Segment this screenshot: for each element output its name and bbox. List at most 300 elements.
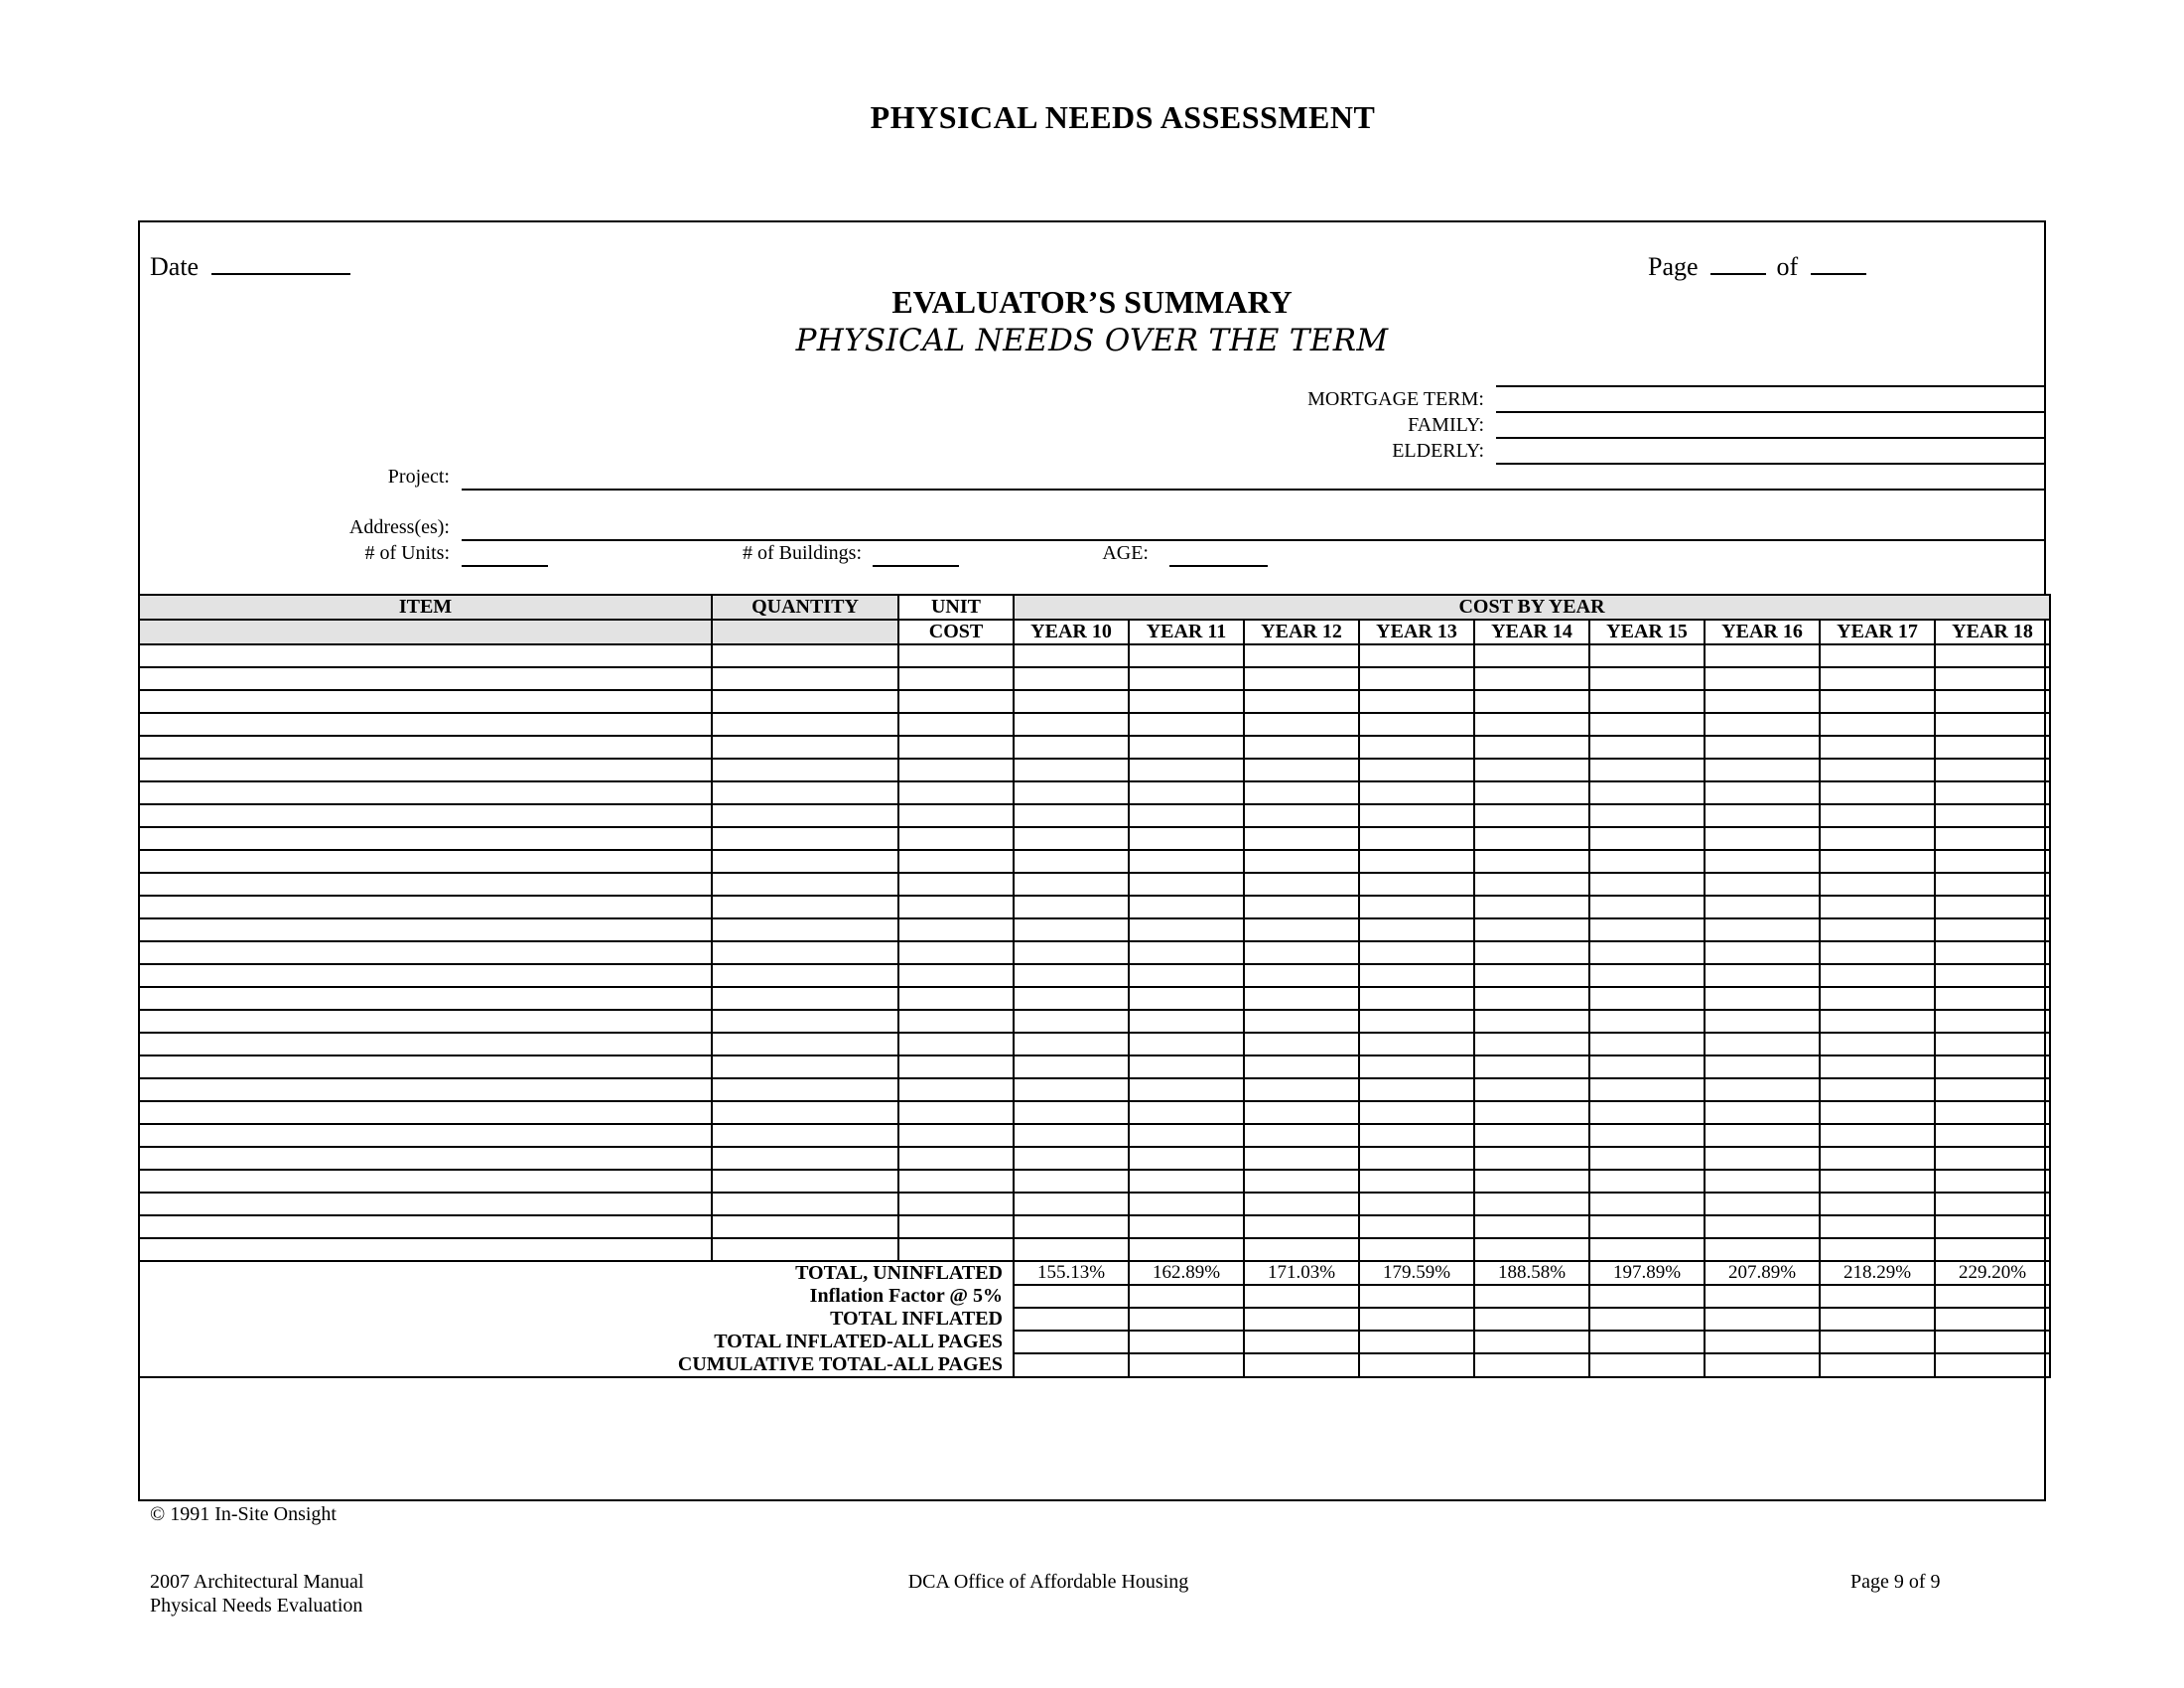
table-cell[interactable] (1935, 964, 2050, 987)
table-cell[interactable] (1935, 1215, 2050, 1238)
table-cell[interactable] (898, 873, 1014, 896)
table-cell[interactable] (898, 964, 1014, 987)
totals-cell[interactable] (1935, 1285, 2050, 1308)
table-cell[interactable] (898, 781, 1014, 804)
table-cell[interactable] (139, 896, 712, 918)
table-cell[interactable] (898, 667, 1014, 690)
table-cell[interactable] (898, 804, 1014, 827)
table-cell[interactable] (1589, 804, 1705, 827)
table-cell[interactable] (139, 1238, 712, 1261)
table-cell[interactable] (898, 1170, 1014, 1193)
table-cell[interactable] (1705, 896, 1820, 918)
family-line[interactable] (1496, 437, 2046, 439)
table-cell[interactable] (139, 759, 712, 781)
table-cell[interactable] (1589, 690, 1705, 713)
table-cell[interactable] (139, 941, 712, 964)
table-cell[interactable] (1589, 1147, 1705, 1170)
table-cell[interactable] (139, 713, 712, 736)
table-cell[interactable] (1244, 1170, 1359, 1193)
table-cell[interactable] (1014, 827, 1129, 850)
table-cell[interactable] (1359, 667, 1474, 690)
table-cell[interactable] (1359, 850, 1474, 873)
table-cell[interactable] (712, 1238, 898, 1261)
table-cell[interactable] (1935, 1193, 2050, 1215)
table-cell[interactable] (1359, 1010, 1474, 1033)
table-cell[interactable] (1705, 1055, 1820, 1078)
page-number-blank[interactable] (1710, 272, 1766, 275)
table-cell[interactable] (898, 1147, 1014, 1170)
table-cell[interactable] (1244, 1147, 1359, 1170)
table-cell[interactable] (712, 1101, 898, 1124)
table-cell[interactable] (1244, 850, 1359, 873)
table-cell[interactable] (1589, 1010, 1705, 1033)
table-cell[interactable] (1474, 1215, 1589, 1238)
table-cell[interactable] (1820, 1238, 1935, 1261)
table-cell[interactable] (1474, 1238, 1589, 1261)
table-cell[interactable] (1705, 918, 1820, 941)
table-cell[interactable] (1244, 804, 1359, 827)
table-cell[interactable] (1820, 781, 1935, 804)
table-cell[interactable] (1244, 1078, 1359, 1101)
table-cell[interactable] (1244, 873, 1359, 896)
table-cell[interactable] (1935, 804, 2050, 827)
table-cell[interactable] (1935, 941, 2050, 964)
totals-cell[interactable] (1014, 1308, 1129, 1331)
table-cell[interactable] (1129, 644, 1244, 667)
table-cell[interactable] (1589, 1193, 1705, 1215)
table-cell[interactable] (898, 941, 1014, 964)
table-cell[interactable] (1705, 804, 1820, 827)
date-blank[interactable] (211, 272, 350, 275)
table-cell[interactable] (1359, 1147, 1474, 1170)
totals-cell[interactable] (1589, 1308, 1705, 1331)
table-cell[interactable] (1129, 804, 1244, 827)
table-cell[interactable] (1359, 873, 1474, 896)
table-cell[interactable] (1359, 1055, 1474, 1078)
totals-cell[interactable] (1244, 1331, 1359, 1353)
table-cell[interactable] (1014, 964, 1129, 987)
table-cell[interactable] (1474, 1078, 1589, 1101)
table-cell[interactable] (1820, 1055, 1935, 1078)
table-cell[interactable] (1244, 1010, 1359, 1033)
units-line[interactable] (462, 565, 548, 567)
table-cell[interactable] (898, 1033, 1014, 1055)
totals-cell[interactable] (1705, 1308, 1820, 1331)
table-cell[interactable] (712, 690, 898, 713)
table-cell[interactable] (1935, 1033, 2050, 1055)
table-cell[interactable] (1589, 918, 1705, 941)
totals-cell[interactable] (1705, 1285, 1820, 1308)
table-cell[interactable] (712, 941, 898, 964)
table-cell[interactable] (1014, 667, 1129, 690)
table-cell[interactable] (1935, 1055, 2050, 1078)
table-cell[interactable] (1705, 987, 1820, 1010)
table-cell[interactable] (898, 1055, 1014, 1078)
age-line[interactable] (1169, 565, 1268, 567)
table-cell[interactable] (1705, 1124, 1820, 1147)
table-cell[interactable] (1359, 987, 1474, 1010)
table-cell[interactable] (1129, 759, 1244, 781)
table-cell[interactable] (1359, 1215, 1474, 1238)
table-cell[interactable] (1705, 736, 1820, 759)
table-cell[interactable] (1820, 1124, 1935, 1147)
table-cell[interactable] (1820, 1147, 1935, 1170)
table-cell[interactable] (1705, 644, 1820, 667)
table-cell[interactable] (139, 1193, 712, 1215)
table-cell[interactable] (1935, 644, 2050, 667)
table-cell[interactable] (139, 1170, 712, 1193)
table-cell[interactable] (1129, 1215, 1244, 1238)
table-cell[interactable] (1244, 1101, 1359, 1124)
table-cell[interactable] (139, 690, 712, 713)
table-cell[interactable] (1935, 667, 2050, 690)
totals-cell[interactable] (1820, 1331, 1935, 1353)
table-cell[interactable] (139, 736, 712, 759)
table-cell[interactable] (1589, 896, 1705, 918)
table-cell[interactable] (1589, 1170, 1705, 1193)
table-cell[interactable] (1129, 1078, 1244, 1101)
table-cell[interactable] (1014, 896, 1129, 918)
table-cell[interactable] (139, 964, 712, 987)
table-cell[interactable] (1129, 918, 1244, 941)
table-cell[interactable] (1359, 896, 1474, 918)
table-cell[interactable] (1705, 759, 1820, 781)
table-cell[interactable] (1014, 736, 1129, 759)
table-cell[interactable] (1935, 736, 2050, 759)
table-cell[interactable] (1244, 1193, 1359, 1215)
table-cell[interactable] (1705, 964, 1820, 987)
table-cell[interactable] (1474, 1170, 1589, 1193)
table-cell[interactable] (1014, 987, 1129, 1010)
table-cell[interactable] (1589, 1124, 1705, 1147)
table-cell[interactable] (712, 987, 898, 1010)
table-cell[interactable] (1589, 873, 1705, 896)
totals-cell[interactable] (1359, 1308, 1474, 1331)
table-cell[interactable] (898, 1215, 1014, 1238)
table-cell[interactable] (1359, 781, 1474, 804)
table-cell[interactable] (712, 1170, 898, 1193)
table-cell[interactable] (1705, 1010, 1820, 1033)
table-cell[interactable] (1820, 1170, 1935, 1193)
table-cell[interactable] (898, 896, 1014, 918)
totals-cell[interactable] (1935, 1353, 2050, 1377)
totals-cell[interactable] (1935, 1331, 2050, 1353)
table-cell[interactable] (1935, 987, 2050, 1010)
totals-cell[interactable] (1359, 1353, 1474, 1377)
table-cell[interactable] (1129, 850, 1244, 873)
table-cell[interactable] (898, 1124, 1014, 1147)
table-cell[interactable] (1359, 1193, 1474, 1215)
table-cell[interactable] (1589, 667, 1705, 690)
table-cell[interactable] (1820, 987, 1935, 1010)
totals-cell[interactable] (1129, 1331, 1244, 1353)
table-cell[interactable] (1705, 713, 1820, 736)
table-cell[interactable] (1014, 781, 1129, 804)
table-cell[interactable] (898, 644, 1014, 667)
table-cell[interactable] (1474, 941, 1589, 964)
table-cell[interactable] (1359, 1101, 1474, 1124)
table-cell[interactable] (1820, 1193, 1935, 1215)
table-cell[interactable] (1244, 1033, 1359, 1055)
totals-cell[interactable] (1244, 1353, 1359, 1377)
table-cell[interactable] (1820, 644, 1935, 667)
table-cell[interactable] (139, 781, 712, 804)
table-cell[interactable] (1129, 1033, 1244, 1055)
table-cell[interactable] (1014, 1010, 1129, 1033)
table-cell[interactable] (1014, 1124, 1129, 1147)
table-cell[interactable] (1820, 850, 1935, 873)
table-cell[interactable] (1129, 667, 1244, 690)
table-cell[interactable] (1820, 827, 1935, 850)
table-cell[interactable] (1935, 1078, 2050, 1101)
table-cell[interactable] (139, 850, 712, 873)
table-cell[interactable] (1705, 1101, 1820, 1124)
totals-cell[interactable] (1474, 1285, 1589, 1308)
table-cell[interactable] (898, 1238, 1014, 1261)
table-cell[interactable] (1474, 1101, 1589, 1124)
table-cell[interactable] (1589, 964, 1705, 987)
table-cell[interactable] (1359, 1170, 1474, 1193)
project-line[interactable] (462, 489, 2046, 491)
table-cell[interactable] (712, 781, 898, 804)
table-cell[interactable] (139, 1124, 712, 1147)
table-cell[interactable] (1820, 873, 1935, 896)
table-cell[interactable] (1705, 1033, 1820, 1055)
table-cell[interactable] (1474, 713, 1589, 736)
table-cell[interactable] (1474, 759, 1589, 781)
table-cell[interactable] (1474, 1193, 1589, 1215)
table-cell[interactable] (898, 918, 1014, 941)
table-cell[interactable] (1359, 644, 1474, 667)
table-cell[interactable] (898, 690, 1014, 713)
table-cell[interactable] (139, 667, 712, 690)
table-cell[interactable] (712, 644, 898, 667)
table-cell[interactable] (1244, 918, 1359, 941)
table-cell[interactable] (1014, 873, 1129, 896)
table-cell[interactable] (1129, 896, 1244, 918)
table-cell[interactable] (712, 850, 898, 873)
totals-cell[interactable] (1589, 1331, 1705, 1353)
table-cell[interactable] (1820, 759, 1935, 781)
table-cell[interactable] (1129, 1193, 1244, 1215)
table-cell[interactable] (1935, 1147, 2050, 1170)
table-cell[interactable] (1589, 781, 1705, 804)
buildings-line[interactable] (873, 565, 959, 567)
table-cell[interactable] (1014, 1147, 1129, 1170)
table-cell[interactable] (1705, 873, 1820, 896)
totals-cell[interactable] (1129, 1353, 1244, 1377)
table-cell[interactable] (1589, 1215, 1705, 1238)
table-cell[interactable] (1474, 987, 1589, 1010)
table-cell[interactable] (139, 827, 712, 850)
table-cell[interactable] (139, 873, 712, 896)
table-cell[interactable] (1474, 1147, 1589, 1170)
table-cell[interactable] (139, 1078, 712, 1101)
table-cell[interactable] (1705, 827, 1820, 850)
totals-cell[interactable] (1244, 1285, 1359, 1308)
table-cell[interactable] (1589, 644, 1705, 667)
table-cell[interactable] (1820, 941, 1935, 964)
table-cell[interactable] (1820, 1033, 1935, 1055)
table-cell[interactable] (1014, 1078, 1129, 1101)
table-cell[interactable] (1014, 1101, 1129, 1124)
table-cell[interactable] (1129, 690, 1244, 713)
totals-cell[interactable] (1589, 1353, 1705, 1377)
table-cell[interactable] (1014, 1215, 1129, 1238)
table-cell[interactable] (898, 1193, 1014, 1215)
table-cell[interactable] (1820, 667, 1935, 690)
table-cell[interactable] (1244, 759, 1359, 781)
totals-cell[interactable] (1705, 1353, 1820, 1377)
table-cell[interactable] (1820, 736, 1935, 759)
table-cell[interactable] (1589, 1101, 1705, 1124)
table-cell[interactable] (1935, 1010, 2050, 1033)
table-cell[interactable] (1474, 736, 1589, 759)
table-cell[interactable] (1014, 759, 1129, 781)
table-cell[interactable] (1244, 713, 1359, 736)
table-cell[interactable] (1359, 1078, 1474, 1101)
table-cell[interactable] (1359, 759, 1474, 781)
table-cell[interactable] (712, 667, 898, 690)
totals-cell[interactable] (1820, 1308, 1935, 1331)
table-cell[interactable] (139, 1215, 712, 1238)
table-cell[interactable] (1014, 713, 1129, 736)
table-cell[interactable] (1589, 1238, 1705, 1261)
table-cell[interactable] (1705, 667, 1820, 690)
table-cell[interactable] (1014, 804, 1129, 827)
table-cell[interactable] (712, 736, 898, 759)
table-cell[interactable] (1935, 781, 2050, 804)
table-cell[interactable] (1129, 736, 1244, 759)
totals-cell[interactable] (1359, 1331, 1474, 1353)
table-cell[interactable] (1589, 1078, 1705, 1101)
table-cell[interactable] (712, 1078, 898, 1101)
table-cell[interactable] (1129, 1124, 1244, 1147)
table-cell[interactable] (1359, 827, 1474, 850)
table-cell[interactable] (1474, 690, 1589, 713)
table-cell[interactable] (1014, 1238, 1129, 1261)
table-cell[interactable] (1014, 1055, 1129, 1078)
table-cell[interactable] (1935, 690, 2050, 713)
table-cell[interactable] (712, 1193, 898, 1215)
totals-cell[interactable] (1014, 1353, 1129, 1377)
table-cell[interactable] (1705, 690, 1820, 713)
table-cell[interactable] (1820, 964, 1935, 987)
table-cell[interactable] (1244, 941, 1359, 964)
table-cell[interactable] (1359, 941, 1474, 964)
table-cell[interactable] (1014, 690, 1129, 713)
table-cell[interactable] (712, 918, 898, 941)
table-cell[interactable] (1129, 1055, 1244, 1078)
table-cell[interactable] (1244, 781, 1359, 804)
table-cell[interactable] (1705, 941, 1820, 964)
table-cell[interactable] (1474, 644, 1589, 667)
table-cell[interactable] (1129, 987, 1244, 1010)
table-cell[interactable] (1935, 850, 2050, 873)
table-cell[interactable] (1474, 964, 1589, 987)
totals-cell[interactable] (1359, 1285, 1474, 1308)
table-cell[interactable] (1014, 1033, 1129, 1055)
table-cell[interactable] (139, 1101, 712, 1124)
table-cell[interactable] (1474, 896, 1589, 918)
table-cell[interactable] (1589, 987, 1705, 1010)
table-cell[interactable] (712, 896, 898, 918)
table-cell[interactable] (898, 850, 1014, 873)
table-cell[interactable] (1705, 781, 1820, 804)
address-line[interactable] (462, 539, 2046, 541)
table-cell[interactable] (1244, 964, 1359, 987)
table-cell[interactable] (1244, 987, 1359, 1010)
table-cell[interactable] (1359, 1033, 1474, 1055)
table-cell[interactable] (1589, 850, 1705, 873)
table-cell[interactable] (139, 804, 712, 827)
table-cell[interactable] (1014, 1193, 1129, 1215)
table-cell[interactable] (1359, 736, 1474, 759)
table-cell[interactable] (1244, 1124, 1359, 1147)
table-cell[interactable] (139, 1033, 712, 1055)
totals-cell[interactable] (1705, 1331, 1820, 1353)
table-cell[interactable] (1129, 827, 1244, 850)
table-cell[interactable] (898, 1078, 1014, 1101)
table-cell[interactable] (1935, 1101, 2050, 1124)
table-cell[interactable] (139, 644, 712, 667)
table-cell[interactable] (712, 1124, 898, 1147)
totals-cell[interactable] (1014, 1331, 1129, 1353)
table-cell[interactable] (1014, 850, 1129, 873)
table-cell[interactable] (1129, 941, 1244, 964)
table-cell[interactable] (1705, 1215, 1820, 1238)
table-cell[interactable] (1820, 1078, 1935, 1101)
table-cell[interactable] (1474, 1010, 1589, 1033)
totals-cell[interactable] (1474, 1308, 1589, 1331)
table-cell[interactable] (1244, 667, 1359, 690)
table-cell[interactable] (1359, 713, 1474, 736)
totals-cell[interactable] (1129, 1308, 1244, 1331)
table-cell[interactable] (1359, 1238, 1474, 1261)
table-cell[interactable] (1589, 827, 1705, 850)
table-cell[interactable] (1820, 918, 1935, 941)
totals-cell[interactable] (1820, 1353, 1935, 1377)
table-cell[interactable] (1589, 759, 1705, 781)
table-cell[interactable] (712, 713, 898, 736)
table-cell[interactable] (1129, 713, 1244, 736)
table-cell[interactable] (1129, 1147, 1244, 1170)
mortgage-term-line[interactable] (1496, 411, 2046, 413)
table-cell[interactable] (1474, 804, 1589, 827)
totals-cell[interactable] (1014, 1285, 1129, 1308)
table-cell[interactable] (1589, 713, 1705, 736)
table-cell[interactable] (1474, 1033, 1589, 1055)
table-cell[interactable] (1935, 713, 2050, 736)
table-cell[interactable] (1474, 918, 1589, 941)
table-cell[interactable] (1244, 1055, 1359, 1078)
table-cell[interactable] (1589, 736, 1705, 759)
table-cell[interactable] (1014, 941, 1129, 964)
totals-cell[interactable] (1820, 1285, 1935, 1308)
table-cell[interactable] (1474, 781, 1589, 804)
table-cell[interactable] (712, 759, 898, 781)
table-cell[interactable] (1935, 1124, 2050, 1147)
table-cell[interactable] (1474, 850, 1589, 873)
table-cell[interactable] (1474, 873, 1589, 896)
table-cell[interactable] (1359, 804, 1474, 827)
table-cell[interactable] (1935, 759, 2050, 781)
table-cell[interactable] (1589, 941, 1705, 964)
table-cell[interactable] (1820, 1010, 1935, 1033)
table-cell[interactable] (1244, 1238, 1359, 1261)
table-cell[interactable] (712, 1147, 898, 1170)
table-cell[interactable] (1474, 827, 1589, 850)
